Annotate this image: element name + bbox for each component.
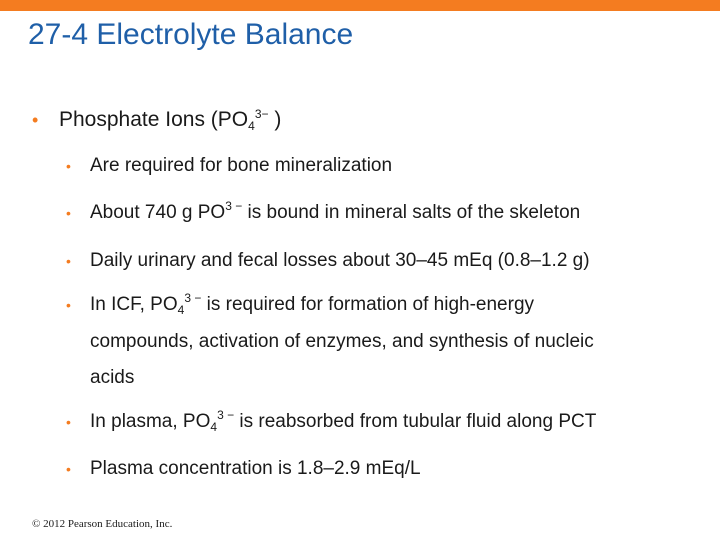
top-accent-bar: [0, 0, 720, 11]
bullet-dot-icon: •: [66, 297, 71, 313]
sub-bullet-icf-line2: compounds, activation of enzymes, and synthesis of nucleic: [90, 331, 594, 352]
bullet-dot-icon: •: [66, 414, 71, 430]
bullet-dot-icon: •: [32, 110, 39, 130]
bullet-dot-icon: •: [66, 205, 71, 221]
bullet-dot-icon: •: [66, 461, 71, 477]
sub-bullet-text: About 740 g $PO^{3 -}$ is bound in mineral salts of the skeleton: [90, 199, 581, 223]
slide-title: 27-4 Electrolyte Balance: [28, 18, 354, 51]
sub-bullet-text: Are required for bone mineralization: [90, 155, 393, 176]
bullet-dot-icon: •: [66, 158, 71, 174]
bullet-dot-icon: •: [66, 253, 71, 269]
main-bullet-text: Phosphate Ions ($PO_4^{3-}$ ): [59, 107, 282, 133]
sub-bullet-icf-line3: acids: [90, 367, 135, 388]
sub-bullet-text: In plasma, $PO_4^{3 -}$ is reabsorbed from tubular fluid along PCT: [90, 408, 597, 434]
sub-bullet-text: In ICF, $PO_4^{3 -}$ is required for formation of high-energy: [90, 291, 535, 317]
copyright-footer: © 2012 Pearson Education, Inc.: [32, 518, 173, 530]
sub-bullet-text: Daily urinary and fecal losses about 30–45 mEq (0.8–1.2 g): [90, 250, 590, 271]
sub-bullet-text: Plasma concentration is 1.8–2.9 mEq/L: [90, 458, 421, 479]
